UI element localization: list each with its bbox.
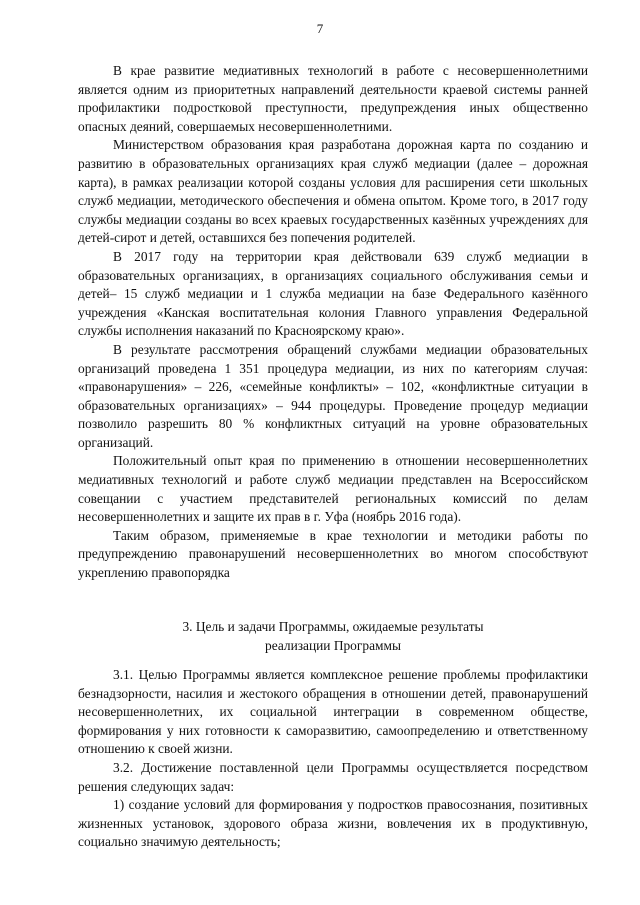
section-heading: [78, 618, 588, 655]
section-heading-line-1: 3. Цель и задачи Программы, ожидаемые результаты: [182, 619, 484, 634]
section-heading-line-2: реализации Программы: [265, 637, 401, 653]
paragraph-positive-experience: Положительный опыт края по применению в отношении несовершеннолетних медиативных технологий и работе служб медиации представлен на Всероссийском совещании с участием представителей региональных комиссий по делам несовершеннолетних и защите их прав в г. Уфа (ноябрь 2016 года).: [78, 453, 588, 525]
paragraph-conclusion: Таким образом, применяемые в крае технологии и методики работы по предупреждению правонарушений несовершеннолетних во многом способствуют укреплению правопорядка: [78, 527, 588, 581]
intro-text: [78, 62, 588, 583]
list-item-task-1: 1) создание условий для формирования у подростков правосознания, позитивных жизненных установок, здорового образа жизни, вовлечения их в продуктивную, социально значимую деятельность;: [78, 797, 588, 850]
paragraph-goal: 3.1. Целью Программы является комплексное решение проблемы профилактики безнадзорности, насилия и жестокого обращения в отношении детей, правонарушений несовершеннолетних, их социальной интеграции в современном обществе, формирования у них готовности к саморазвитию, самоопределению и ответственному отношению к своей жизни.: [78, 667, 588, 757]
section-text: [78, 666, 588, 852]
paragraph-mediation-priority: В крае развитие медиативных технологий в работе с несовершеннолетними является одним из приоритетных направлений деятельности краевой системы ранней профилактики подростковой преступности, предупреждения иных общественно опасных деяний, совершаемых несовершеннолетними.: [78, 63, 588, 134]
paragraph-2017-services: В 2017 году на территории края действовали 639 служб медиации в образовательных организациях, в организациях социального обслуживания семьи и детей– 15 служб медиации и 1 служба медиации на базе Федерального казённого учреждения «Канская воспитательная колония Главного управления Федеральной службы исполнения наказаний по Красноярскому краю».: [78, 248, 588, 339]
paragraph-results: В результате рассмотрения обращений службами медиации образовательных организаций проведена 1 351 процедура медиации, из них по категориям случая: «правонарушения» – 226, «семейные конфликты» – 102, «конфликтные ситуации в образовательных организациях» – 944 процедуры. Проведение процедур медиации позволило разрешить 80 % конфликтных ситуаций на уровне образовательных организаций.: [78, 341, 588, 450]
paragraph-tasks-intro: 3.2. Достижение поставленной цели Программы осуществляется посредством решения следующих задач:: [78, 759, 588, 794]
paragraph-roadmap: Министерством образования края разработана дорожная карта по созданию и развитию в образовательных организациях края служб медиации (далее – дорожная карта), в рамках реализации которой созданы условия для расширения сети школьных служб медиации, методического обеспечения и обмена опытом. Кроме того, в 2017 году службы медиации созданы во всех краевых государственных казённых учреждениях для детей-сирот и детей, оставшихся без попечения родителей.: [78, 137, 588, 246]
page-number: 7: [316, 21, 324, 36]
